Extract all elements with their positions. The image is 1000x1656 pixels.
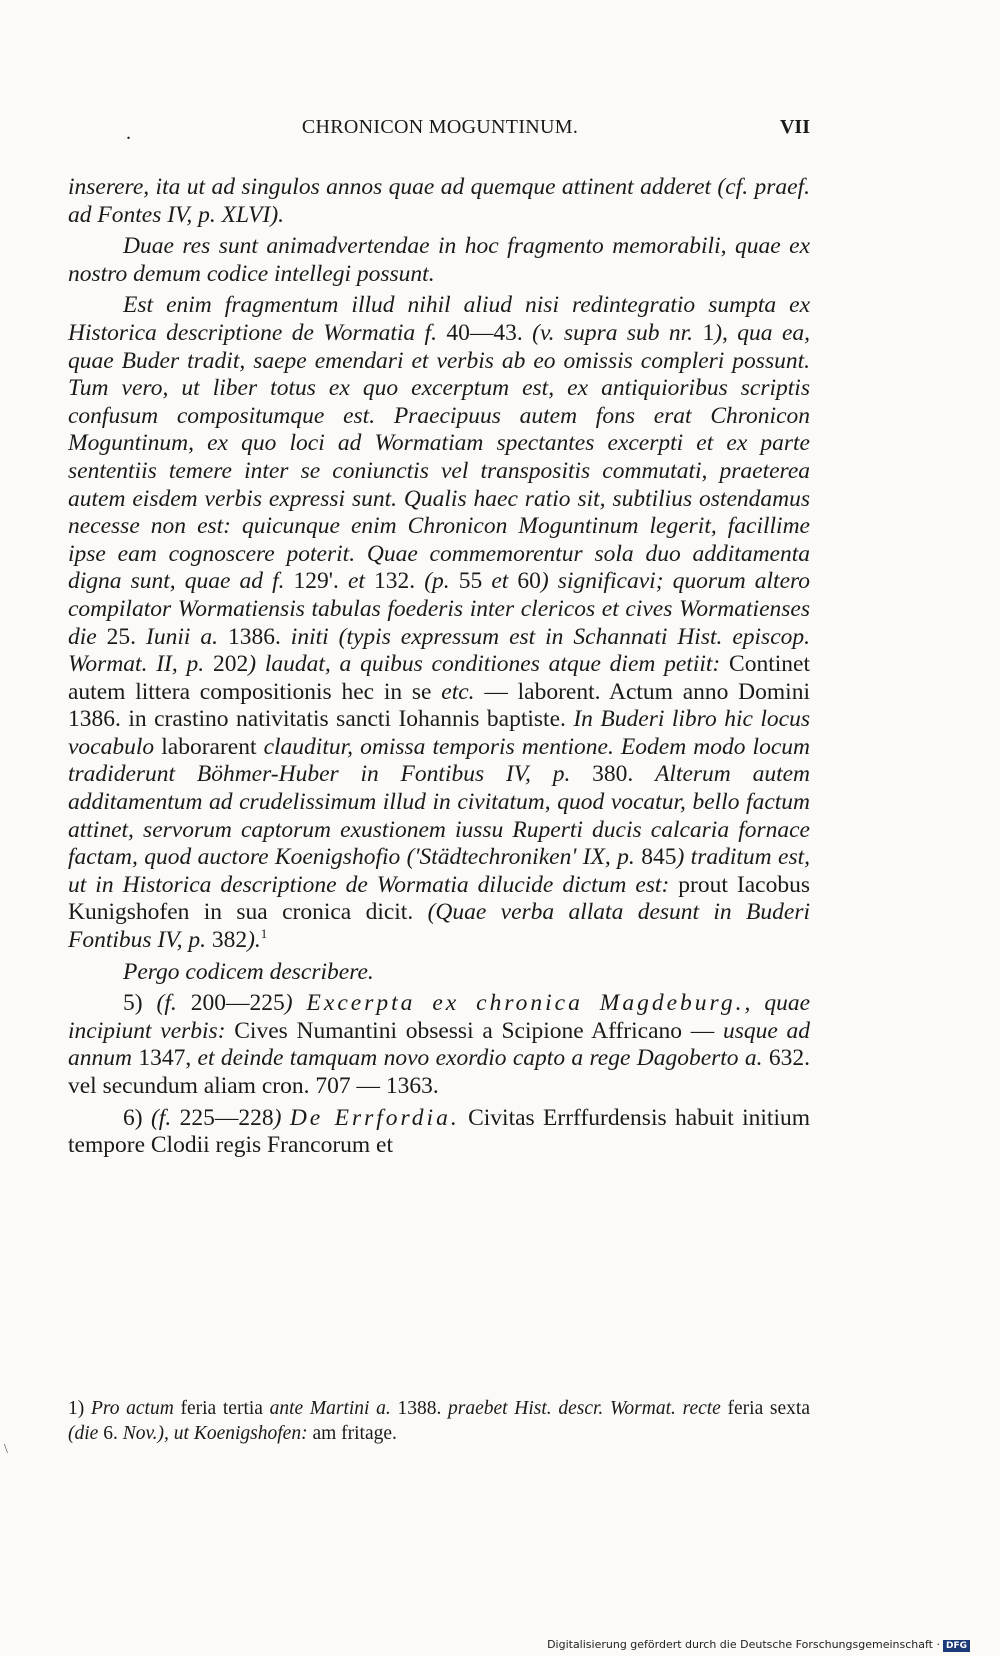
- footnote: [68, 1396, 810, 1446]
- text-run: Pro actum: [90, 1398, 181, 1419]
- text-run: feria sexta: [727, 1398, 810, 1419]
- text-run: laborarent: [161, 733, 264, 760]
- text-run: (v. supra sub nr.: [532, 319, 703, 346]
- text-run: am fritage.: [312, 1423, 397, 1444]
- text-run: — laborent. Actum anno Domini 1386. in crastino nativitatis sancti Iohannis baptiste.: [68, 678, 810, 733]
- text-run: 382: [211, 927, 248, 954]
- paragraph-item-5: [68, 990, 810, 1100]
- text-run: etc.: [441, 678, 475, 705]
- text-run: Cives Numantini obsessi a Scipione Affricano —: [234, 1017, 723, 1044]
- text-run: initi (typis expressum est in Schannati Hist. episcop. Wormat. II, p.: [68, 623, 811, 678]
- text-run: Continet autem littera compositionis hec in se: [68, 651, 810, 705]
- text-run: Civitas Errffurdensis habuit initium tempore Clodii regis Francorum et: [68, 1104, 811, 1159]
- text-run: Nov.), ut Koenigshofen:: [122, 1423, 313, 1444]
- footnote-1: [68, 1396, 810, 1446]
- credit-text: Digitalisierung gefördert durch die Deutsche Forschungsgemeinschaft ·: [547, 1638, 940, 1651]
- text-run: ) laudat, a quibus conditiones atque diem petiit:: [248, 651, 730, 678]
- text-run: 632. vel secundum aliam cron. 707 — 1363.: [68, 1045, 810, 1099]
- text-run: De Errfordia.: [289, 1104, 460, 1131]
- text-run: 202: [212, 651, 249, 678]
- text-run: 132.: [374, 568, 425, 595]
- text-run: Iunii a.: [146, 623, 228, 650]
- text-run: et deinde tamquam novo exordio capto a rege Dagoberto a.: [197, 1045, 769, 1072]
- text-run: 25.: [106, 623, 147, 650]
- paragraph-item-6: [68, 1105, 810, 1160]
- text-run: Alterum autem additamentum ad crudelissimum illud in civitatum, quod vocatur, bello factum attinet, servorum captorum exustionem iussu Ruperti ducis calcaria fornace factam, quod auctore Koenigshofio ('Städtechroniken' IX, p.: [68, 761, 810, 871]
- text-run: 1347,: [138, 1045, 198, 1072]
- text-run: (f.: [150, 1104, 180, 1131]
- text-run: ).: [247, 927, 261, 954]
- text-run: 1388.: [397, 1398, 449, 1419]
- margin-mark: \: [4, 1442, 8, 1457]
- text-run: 200—225: [190, 990, 285, 1017]
- header-dot: .: [126, 122, 131, 144]
- text-run: ), qua ea, quae Buder tradit, saepe emendari et verbis ab eo omissis compleri possunt. Tum vero, ut liber totus ex quo excerptum est, ex antiquioribus scriptis confusum compositumque est. Praecipuus autem fons erat Chronicon Moguntinum, ex quo loci ad Wormatiam spectantes excerpti et ex parte sententiis temere inter se coniunctis vel transpositis commutati, praeterea autem eisdem verbis expressi sunt. Qualis haec ratio sit, subtilius ostendamus necesse non est: quicunque enim Chronicon Moguntinum legerit, facillime ipse eam cognoscere poterit. Quae commemorentur sola duo additamenta digna sunt, quae ad: [68, 319, 810, 595]
- body-text: [68, 174, 810, 1164]
- digitization-credit: [547, 1638, 970, 1652]
- page-number: VII: [779, 116, 810, 138]
- dfg-logo: DFG: [943, 1640, 970, 1652]
- text-run: 60: [517, 568, 541, 595]
- text-run: ) significavi; quorum altero compilator Wormatiensis tabulas foederis inter clericos et cives Wormatienses die: [68, 568, 811, 650]
- text-run: Pergo codicem describere.: [123, 958, 374, 985]
- text-run: prout Iacobus Kunigshofen in sua cronica dicit.: [68, 871, 811, 926]
- text-run: praebet Hist. descr. Wormat. recte: [448, 1398, 728, 1419]
- paragraph-duae-res: [68, 233, 810, 288]
- text-run: 380.: [592, 761, 656, 788]
- text-run: 6.: [103, 1423, 123, 1444]
- text-run: 6): [123, 1104, 151, 1131]
- text-run: et: [347, 568, 375, 595]
- text-run: ): [273, 1104, 290, 1131]
- text-run: (f.: [156, 990, 191, 1017]
- text-run: 1: [702, 319, 715, 346]
- text-run: Excerpta ex chronica Magdeburg.: [306, 990, 745, 1017]
- text-run: 225—228: [179, 1104, 274, 1131]
- text-run: clauditur, omissa temporis mentione. Eodem modo locum tradiderunt Böhmer-Huber in Fontibus IV, p.: [68, 733, 810, 788]
- text-run: 845: [641, 844, 677, 871]
- text-run: 1): [68, 1398, 91, 1419]
- text-run: (die: [68, 1423, 104, 1444]
- text-run: 5): [123, 990, 157, 1017]
- text-run: (p.: [424, 568, 459, 595]
- text-run: f.: [424, 319, 447, 346]
- text-run: usque ad annum: [68, 1017, 810, 1072]
- text-run: 55: [458, 568, 492, 595]
- text-run: ante Martini a.: [269, 1398, 398, 1419]
- running-title: CHRONICON MOGUNTINUM.: [301, 116, 579, 138]
- paragraph-continuation: [68, 174, 810, 229]
- footnote-ref: 1: [260, 926, 268, 942]
- text-run: ) traditum est, ut in Historica descriptione de Wormatia dilucide dictum est:: [68, 844, 810, 898]
- running-header: [70, 116, 810, 146]
- text-run: In Buderi libro hic locus vocabulo: [68, 706, 810, 760]
- text-run: Est enim fragmentum illud nihil aliud nisi redintegratio sumpta ex Historica descriptione de Wormatia: [68, 292, 810, 346]
- text-run: , quae incipiunt verbis:: [68, 990, 810, 1044]
- text-run: feria tertia: [180, 1398, 270, 1419]
- text-run: 129'.: [293, 568, 348, 595]
- text-run: 40—43.: [446, 319, 533, 346]
- text-run: f.: [272, 568, 294, 595]
- text-run: Duae res sunt animadvertendae in hoc fragmento memorabili, quae ex nostro demum codice intellegi possunt.: [68, 233, 810, 287]
- text-run: et: [491, 568, 518, 595]
- paragraph-est-enim: [68, 292, 810, 954]
- text-run: inserere, ita ut ad singulos annos quae ad quemque attinent adderet (cf. praef. ad Fontes IV, p. XLVI).: [68, 174, 810, 228]
- text-run: ): [284, 990, 307, 1017]
- text-run: 1386.: [227, 623, 291, 650]
- text-run: (Quae verba allata desunt in Buderi Fontibus IV, p.: [68, 899, 810, 954]
- paragraph-pergo: [68, 959, 810, 987]
